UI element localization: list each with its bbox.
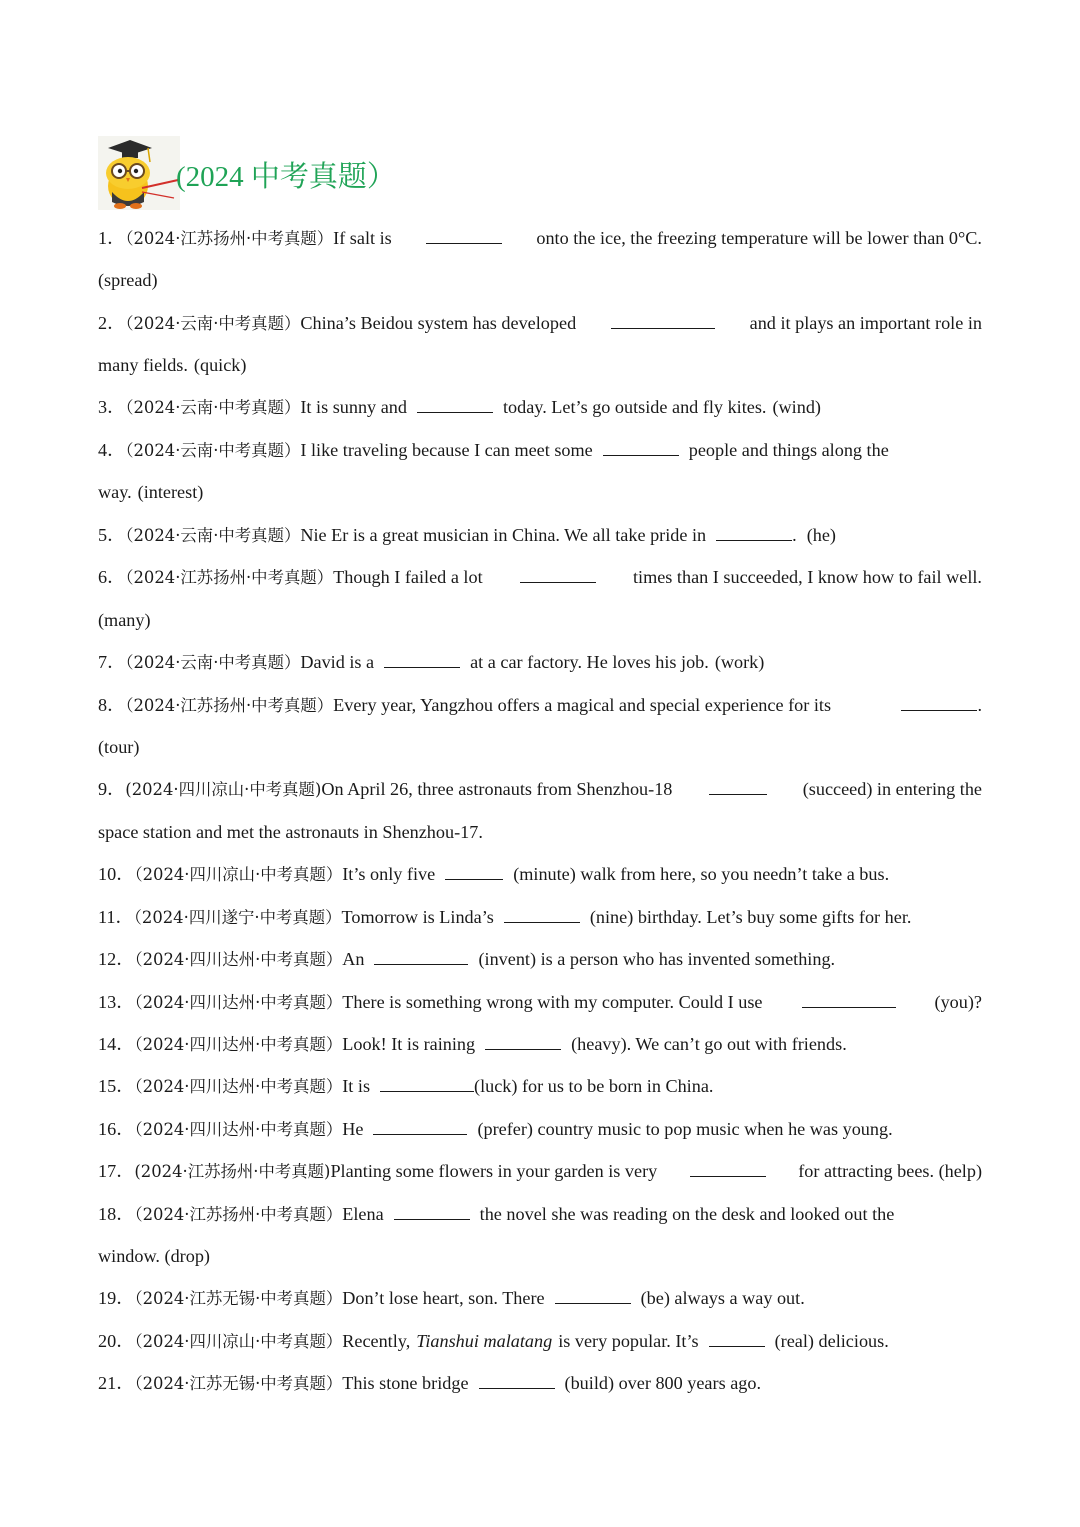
answer-blank-3[interactable] bbox=[417, 395, 493, 413]
question-5: 5．（2024·云南·中考真题）Nie Er is a great musician in China. We all take pride in . (he) bbox=[98, 525, 836, 545]
answer-blank-14[interactable] bbox=[485, 1032, 561, 1050]
answer-blank-18[interactable] bbox=[394, 1202, 470, 1220]
question-7: 7．（2024·云南·中考真题）David is a at a car factory. He loves his job. (work) bbox=[98, 652, 765, 672]
question-source: （2024·江苏无锡·中考真题） bbox=[134, 1289, 343, 1308]
question-8-hint: (tour) bbox=[98, 737, 140, 757]
question-3: 3．（2024·云南·中考真题）It is sunny and today. Let’s go outside and fly kites. (wind) bbox=[98, 397, 821, 417]
question-14: 14．（2024·四川达州·中考真题）Look! It is raining (heavy). We can’t go out with friends. bbox=[98, 1034, 847, 1054]
answer-blank-13[interactable] bbox=[802, 990, 896, 1008]
answer-blank-6[interactable] bbox=[520, 565, 596, 583]
question-source: （2024·四川达州·中考真题） bbox=[134, 1035, 343, 1054]
answer-blank-5[interactable] bbox=[716, 523, 792, 541]
question-source: （2024·四川遂宁·中考真题） bbox=[133, 908, 342, 927]
question-6: 6．（2024·江苏扬州·中考真题）Though I failed a lot times than I succeeded, I know how to fail well. bbox=[98, 567, 982, 587]
question-20: 20．（2024·四川凉山·中考真题）Recently, Tianshui malatang is very popular. It’s (real) delicious. bbox=[98, 1331, 889, 1351]
question-1: 1．（2024·江苏扬州·中考真题）If salt is onto the ice, the freezing temperature will be lower than 0°C. bbox=[98, 228, 982, 248]
question-source: （2024·江苏扬州·中考真题） bbox=[125, 229, 334, 248]
question-13: 13．（2024·四川达州·中考真题）There is something wrong with my computer. Could I use (you)? bbox=[98, 992, 982, 1012]
answer-blank-7[interactable] bbox=[384, 650, 460, 668]
section-title: (2024 中考真题） bbox=[176, 161, 396, 193]
question-21: 21．（2024·江苏无锡·中考真题）This stone bridge (build) over 800 years ago. bbox=[98, 1373, 761, 1393]
question-1-hint: (spread) bbox=[98, 270, 158, 290]
question-source: （2024·四川达州·中考真题） bbox=[134, 1077, 343, 1096]
answer-blank-10[interactable] bbox=[445, 862, 503, 880]
answer-blank-12[interactable] bbox=[374, 947, 468, 965]
answer-blank-20[interactable] bbox=[709, 1329, 765, 1347]
question-4-cont: way. (interest) bbox=[98, 482, 204, 502]
answer-blank-9[interactable] bbox=[709, 777, 767, 795]
question-source: （2024·江苏扬州·中考真题） bbox=[125, 696, 334, 715]
italic-dish-name: Tianshui malatang bbox=[416, 1331, 553, 1351]
question-source: （2024·云南·中考真题） bbox=[125, 653, 301, 672]
answer-blank-1[interactable] bbox=[426, 226, 502, 244]
answer-blank-21[interactable] bbox=[479, 1371, 555, 1389]
question-8: 8．（2024·江苏扬州·中考真题）Every year, Yangzhou offers a magical and special experience for its . bbox=[98, 695, 982, 715]
question-9: 9．(2024·四川凉山·中考真题)On April 26, three astronauts from Shenzhou-18 (succeed) in entering the bbox=[98, 779, 982, 799]
question-9-cont: space station and met the astronauts in Shenzhou-17. bbox=[98, 822, 483, 842]
question-source: （2024·四川达州·中考真题） bbox=[134, 950, 343, 969]
owl-teacher-mascot-icon bbox=[98, 136, 180, 210]
answer-blank-19[interactable] bbox=[555, 1286, 631, 1304]
question-18: 18．（2024·江苏扬州·中考真题）Elena the novel she was reading on the desk and looked out the bbox=[98, 1204, 895, 1224]
question-source: （2024·四川达州·中考真题） bbox=[134, 993, 343, 1012]
question-10: 10．（2024·四川凉山·中考真题）It’s only five (minute) walk from here, so you needn’t take a bus. bbox=[98, 864, 890, 884]
question-2: 2．（2024·云南·中考真题）China’s Beidou system has developed and it plays an important role in bbox=[98, 313, 982, 333]
question-17: 17．(2024·江苏扬州·中考真题)Planting some flowers in your garden is very for attracting bees. (help) bbox=[98, 1161, 982, 1181]
question-source: （2024·四川凉山·中考真题） bbox=[134, 865, 343, 884]
question-source: （2024·四川达州·中考真题） bbox=[134, 1120, 343, 1139]
question-source: （2024·江苏扬州·中考真题） bbox=[125, 568, 334, 587]
answer-blank-4[interactable] bbox=[603, 438, 679, 456]
answer-blank-11[interactable] bbox=[504, 905, 580, 923]
question-source: （2024·江苏扬州·中考真题） bbox=[134, 1205, 343, 1224]
question-16: 16．（2024·四川达州·中考真题）He (prefer) country music to pop music when he was young. bbox=[98, 1119, 893, 1139]
question-source: （2024·四川凉山·中考真题） bbox=[134, 1332, 343, 1351]
question-19: 19．（2024·江苏无锡·中考真题）Don’t lose heart, son. There (be) always a way out. bbox=[98, 1288, 805, 1308]
question-source: （2024·云南·中考真题） bbox=[125, 526, 301, 545]
answer-blank-15[interactable] bbox=[380, 1074, 474, 1092]
question-source: (2024·四川凉山·中考真题) bbox=[125, 780, 322, 799]
answer-blank-2[interactable] bbox=[611, 311, 715, 329]
answer-blank-17[interactable] bbox=[690, 1159, 766, 1177]
question-source: (2024·江苏扬州·中考真题) bbox=[134, 1162, 331, 1181]
section-header bbox=[98, 136, 396, 210]
question-15: 15．（2024·四川达州·中考真题）It is (luck) for us to be born in China. bbox=[98, 1076, 714, 1096]
question-source: （2024·云南·中考真题） bbox=[125, 314, 301, 333]
question-12: 12．（2024·四川达州·中考真题）An (invent) is a person who has invented something. bbox=[98, 949, 836, 969]
question-source: （2024·云南·中考真题） bbox=[125, 441, 301, 460]
question-4: 4．（2024·云南·中考真题）I like traveling because I can meet some people and things along the bbox=[98, 440, 889, 460]
question-18-cont: window. (drop) bbox=[98, 1246, 210, 1266]
question-source: （2024·云南·中考真题） bbox=[125, 398, 301, 417]
question-source: （2024·江苏无锡·中考真题） bbox=[134, 1374, 343, 1393]
answer-blank-16[interactable] bbox=[373, 1117, 467, 1135]
question-11: 11．（2024·四川遂宁·中考真题）Tomorrow is Linda’s (nine) birthday. Let’s buy some gifts for her. bbox=[98, 907, 912, 927]
question-2-cont: many fields. (quick) bbox=[98, 355, 247, 375]
question-6-hint: (many) bbox=[98, 610, 151, 630]
answer-blank-8[interactable] bbox=[901, 693, 977, 711]
